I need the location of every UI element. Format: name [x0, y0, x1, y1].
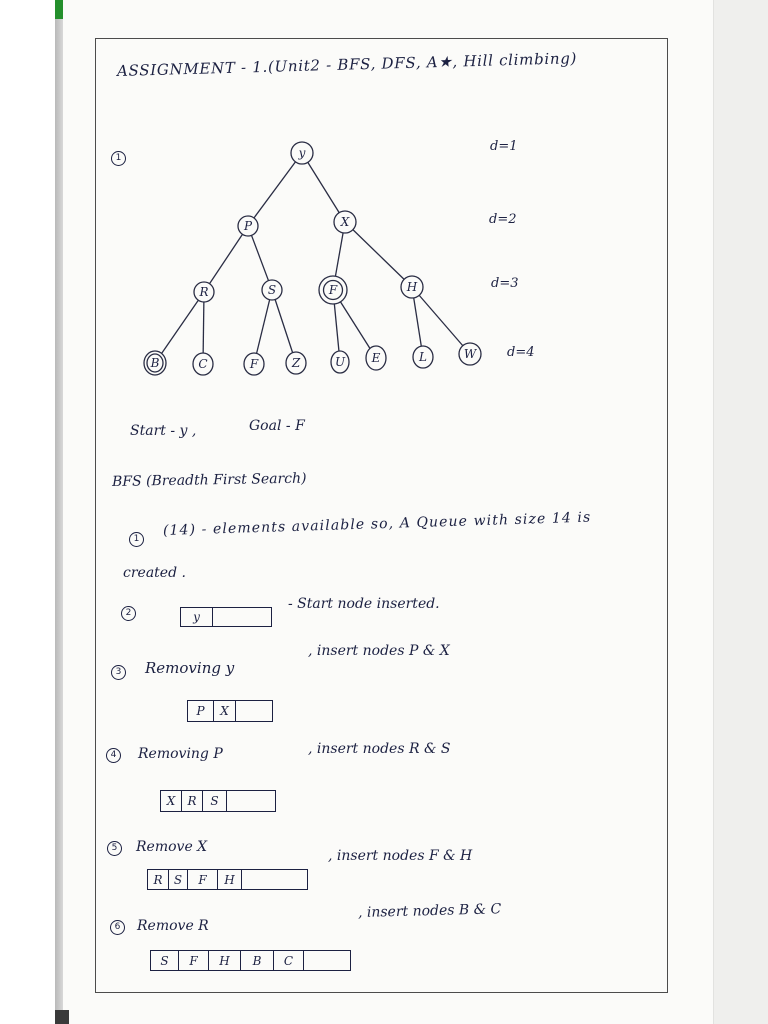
tree-node-f-double-circled [319, 276, 347, 304]
queue-cell: H [209, 951, 241, 970]
tree-node-p [238, 216, 258, 236]
tree-node-label: L [419, 350, 427, 364]
queue-state-step-5 [147, 869, 308, 890]
tree-node-label: X [340, 215, 350, 229]
queue-cell: B [241, 951, 274, 970]
tree-node-b [144, 351, 166, 375]
tree-edge [345, 222, 412, 287]
queue-cell: F [179, 951, 209, 970]
depth-label-3: d=3 [491, 276, 519, 291]
tree-node-label: R [199, 285, 209, 299]
depth-label-2: d=2 [489, 212, 517, 227]
tree-node-label: y [298, 146, 306, 160]
page-right-margin [713, 0, 768, 1024]
queue-cell: C [274, 951, 304, 970]
queue-cell: F [188, 870, 218, 889]
tree-edge [248, 153, 302, 226]
tree-node-x [334, 211, 356, 233]
tree-node-label: C [198, 357, 208, 371]
tree-node-label: B [150, 356, 160, 370]
queue-cell-empty [213, 608, 271, 626]
queue-cell-empty [304, 951, 350, 970]
step-1-number: 1 [129, 532, 144, 547]
step-6-number: 6 [110, 920, 125, 935]
assignment-title: ASSIGNMENT - 1.(Unit2 - BFS, DFS, A★, Hill climbing) [116, 49, 578, 80]
tree-node-c [193, 353, 213, 375]
depth-label-4: d=4 [507, 345, 535, 360]
search-tree-diagram [100, 120, 560, 390]
step-3-number: 3 [111, 665, 126, 680]
tree-node-l [413, 346, 433, 368]
step-5-note: , insert nodes F & H [328, 848, 473, 864]
queue-cell: X [214, 701, 236, 721]
step-1-text-continued: created . [123, 565, 186, 581]
tree-node-label: F [249, 357, 259, 371]
queue-state-step-3 [187, 700, 273, 722]
tree-node-w [459, 343, 481, 365]
step-5-action: Remove X [136, 839, 208, 855]
queue-cell: H [218, 870, 242, 889]
tree-node-h [401, 276, 423, 298]
queue-cell-empty [242, 870, 307, 889]
tree-node-label: F [328, 283, 338, 297]
tree-node-y-root [291, 142, 313, 164]
goal-node-text: Goal - F [249, 418, 305, 434]
queue-state-step-2 [180, 607, 272, 627]
tree-node-z [286, 352, 306, 374]
tree-edge [302, 153, 345, 222]
start-node-text: Start - y , [130, 423, 197, 439]
tree-node-u [331, 351, 349, 373]
tree-node-label: H [406, 280, 418, 294]
queue-cell-empty [236, 701, 272, 721]
step-4-action: Removing P [138, 746, 223, 762]
step-1-text: (14) - elements available so, A Queue with size 14 is [162, 509, 592, 539]
queue-cell: S [151, 951, 179, 970]
tree-node-label: S [267, 283, 277, 297]
tree-node-label: W [463, 347, 477, 361]
queue-cell: S [203, 791, 227, 811]
step-5-number: 5 [107, 841, 122, 856]
depth-label-1: d=1 [490, 139, 518, 154]
tree-node-r [194, 282, 214, 302]
step-6-note: , insert nodes B & C [357, 901, 502, 921]
step-4-number: 4 [106, 748, 121, 763]
question-number: 1 [111, 151, 126, 166]
notebook-binding-edge [55, 0, 63, 1024]
tree-node-s [262, 280, 282, 300]
bfs-heading: BFS (Breadth First Search) [111, 470, 307, 490]
queue-cell: S [169, 870, 188, 889]
tree-node-label: Z [291, 356, 301, 370]
step-2-note: - Start node inserted. [288, 596, 440, 612]
tree-edge [204, 226, 248, 292]
step-6-action: Remove R [137, 918, 209, 934]
queue-cell: y [181, 608, 213, 626]
queue-cell: X [161, 791, 182, 811]
step-3-action: Removing y [145, 659, 235, 677]
queue-state-step-4 [160, 790, 276, 812]
queue-cell: R [148, 870, 169, 889]
tree-node-label: P [243, 219, 253, 233]
queue-cell: R [182, 791, 203, 811]
tree-node-label: E [371, 351, 381, 365]
tree-edges [155, 153, 470, 364]
tree-node-e [366, 346, 386, 370]
queue-cell: P [188, 701, 214, 721]
queue-state-step-6 [150, 950, 351, 971]
queue-cell-empty [227, 791, 275, 811]
tree-node-label: U [334, 355, 346, 369]
tree-node-f-leaf [244, 353, 264, 375]
bottom-corner-shadow [55, 1010, 69, 1024]
step-2-number: 2 [121, 606, 136, 621]
step-3-note: , insert nodes P & X [308, 643, 450, 659]
tree-edge [155, 292, 204, 363]
step-4-note: , insert nodes R & S [308, 741, 451, 757]
